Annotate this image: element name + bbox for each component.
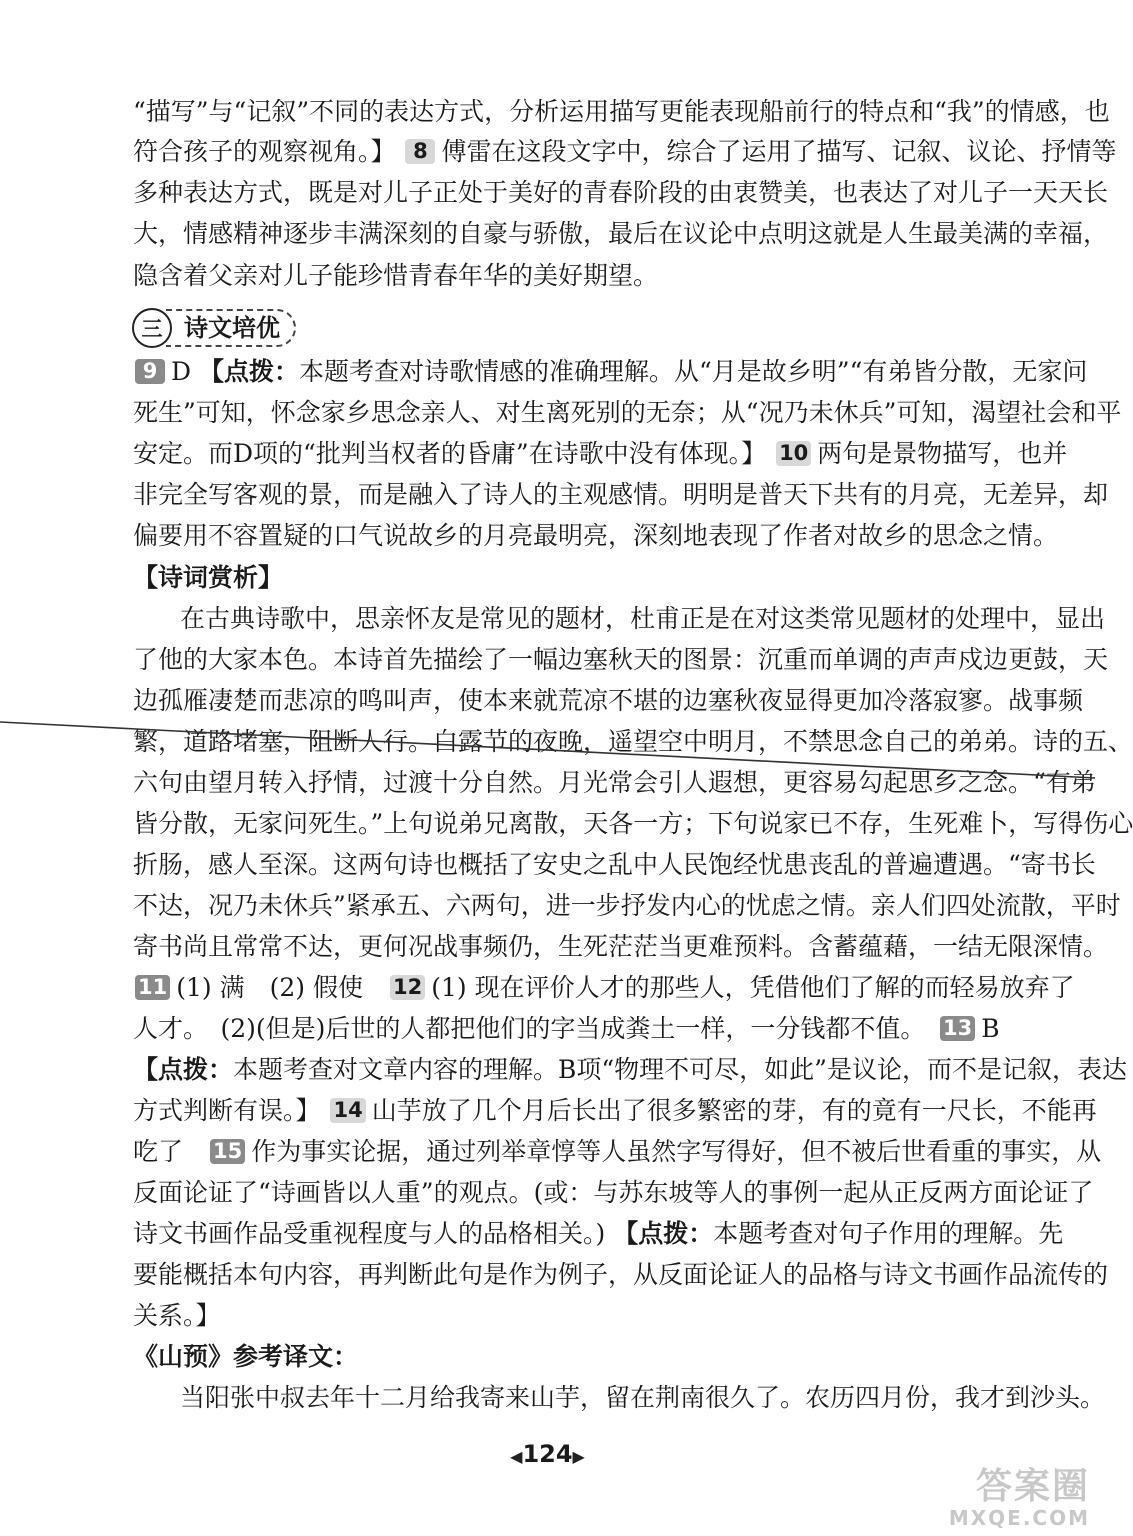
text-line: 折肠，感人至深。这两句诗也概括了安史之乱中人民饱经忧患丧乱的普遍遭遇。“寄书长 <box>133 850 1096 879</box>
page-number: ◀124▶ <box>510 1440 585 1468</box>
subheading: 【诗词赏析】 <box>133 563 284 592</box>
text-line: 了他的大家本色。本诗首先描绘了一幅边塞秋天的图景：沉重而单调的声声戍边更鼓，天 <box>133 645 1109 674</box>
text-line: 【点拨：本题考查对文章内容的理解。B项“物理不可尽，如此”是议论，而不是记叙，表达 <box>133 1055 1127 1084</box>
text-line: 方式判断有误。】 14 山芋放了几个月后长出了很多繁密的芽，有的竟有一尺长，不能再 <box>133 1096 1097 1125</box>
section-number-badge: 三 <box>132 308 172 348</box>
text-line: 寄书尚且常常不达，更何况战事频仍，生死茫茫当更难预料。含蓄蕴藉，一结无限深情。 <box>133 932 1109 961</box>
text-line: 皆分散，无家问死生。”上句说弟兄离散，天各一方；下句说家已不存，生死难卜，写得伤心 <box>133 809 1133 838</box>
watermark: 答案圈 MXQE.COM <box>948 1466 1090 1530</box>
question-number-badge: 11 <box>135 975 170 1000</box>
text-line: 9 D 【点拨：本题考查对诗歌情感的准确理解。从“月是故乡明”“有弟皆分散，无家问 <box>133 354 1003 390</box>
text-line: 要能概括本句内容，再判断此句是作为例子，从反面论证人的品格与诗文书画作品流传的 <box>133 1260 1109 1289</box>
text-line: 死生”可知，怀念家乡思念亲人、对生离死别的无奈；从“况乃未休兵”可知，渴望社会和平 <box>133 398 1122 427</box>
text-line: 不达，况乃未休兵”紧承五、六两句，进一步抒发内心的忧虑之情。亲人们四处流散，平时 <box>133 891 1121 920</box>
question-number-badge: 14 <box>330 1098 365 1123</box>
question-number-badge: 12 <box>390 975 425 1000</box>
text-line: 符合孩子的观察视角。】 8 傅雷在这段文字中，综合了运用了描写、记叙、议论、抒情等 <box>133 137 1117 166</box>
text-line: 多种表达方式，既是对儿子正处于美好的青春阶段的由衷赞美，也表达了对儿子一天天长 <box>133 178 1109 207</box>
text-line: 边孤雁凄楚而悲凉的鸣叫声，使本来就荒凉不堪的边塞秋夜显得更加冷落寂寥。战事频 <box>133 686 1084 715</box>
question-number-badge: 13 <box>940 1016 975 1041</box>
text-line: “描写”与“记叙”不同的表达方式，分析运用描写更能表现船前行的特点和“我”的情感，也 <box>133 97 1110 126</box>
question-number-badge: 9 <box>135 359 165 384</box>
text-line: 安定。而D项的“批判当权者的昏庸”在诗歌中没有体现。】 10 两句是景物描写，也并 <box>133 439 1068 468</box>
text-line: 11 (1) 满 (2) 假使 12 (1) 现在评价人才的那些人，凭借他们了解的而轻易放弃了 <box>133 970 1003 1006</box>
text-line: 六句由望月转入抒情，过渡十分自然。月光常会引人遐想，更容易勾起思乡之念。“有弟 <box>133 768 1096 797</box>
text-line: 隐含着父亲对儿子能珍惜青春年华的美好期望。 <box>133 261 659 290</box>
text-line: 繁，道路堵塞，阻断人行。白露节的夜晚，遥望空中明月，不禁思念自己的弟弟。诗的五、 <box>133 727 1133 756</box>
text-line: 关系。】 <box>133 1301 221 1330</box>
text-line: 偏要用不容置疑的口气说故乡的月亮最明亮，深刻地表现了作者对故乡的思念之情。 <box>133 521 1059 550</box>
section-title: 诗文培优 <box>166 309 296 347</box>
question-number-badge: 8 <box>405 139 435 164</box>
text-line: 诗文书画作品受重视程度与人的品格相关。) 【点拨：本题考查对句子作用的理解。先 <box>133 1219 1064 1248</box>
question-number-badge: 15 <box>210 1139 245 1164</box>
text-line: 反面论证了“诗画皆以人重”的观点。(或：与苏东坡等人的事例一起从正反两方面论证了 <box>133 1178 1094 1207</box>
subheading: 《山预》参考译文： <box>133 1342 359 1371</box>
text-line: 人才。 (2)(但是)后世的人都把他们的字当成粪土一样，一分钱都不值。 13 B <box>133 1014 1000 1043</box>
text-line: 当阳张中叔去年十二月给我寄来山芋，留在荆南很久了。农历四月份，我才到沙头。 <box>180 1383 1106 1412</box>
text-line: 大，情感精神逐步丰满深刻的自豪与骄傲，最后在议论中点明这就是人生最美满的幸福， <box>133 219 1109 248</box>
section-header <box>132 308 296 348</box>
text-line: 吃了 15 作为事实论据，通过列举章惇等人虽然字写得好，但不被后世看重的事实，从 <box>133 1137 1102 1166</box>
text-line: 在古典诗歌中，思亲怀友是常见的题材，杜甫正是在对这类常见题材的处理中，显出 <box>180 604 1106 633</box>
text-line: 非完全写客观的景，而是融入了诗人的主观感情。明明是普天下共有的月亮，无差异，却 <box>133 480 1109 509</box>
question-number-badge: 10 <box>776 441 811 466</box>
